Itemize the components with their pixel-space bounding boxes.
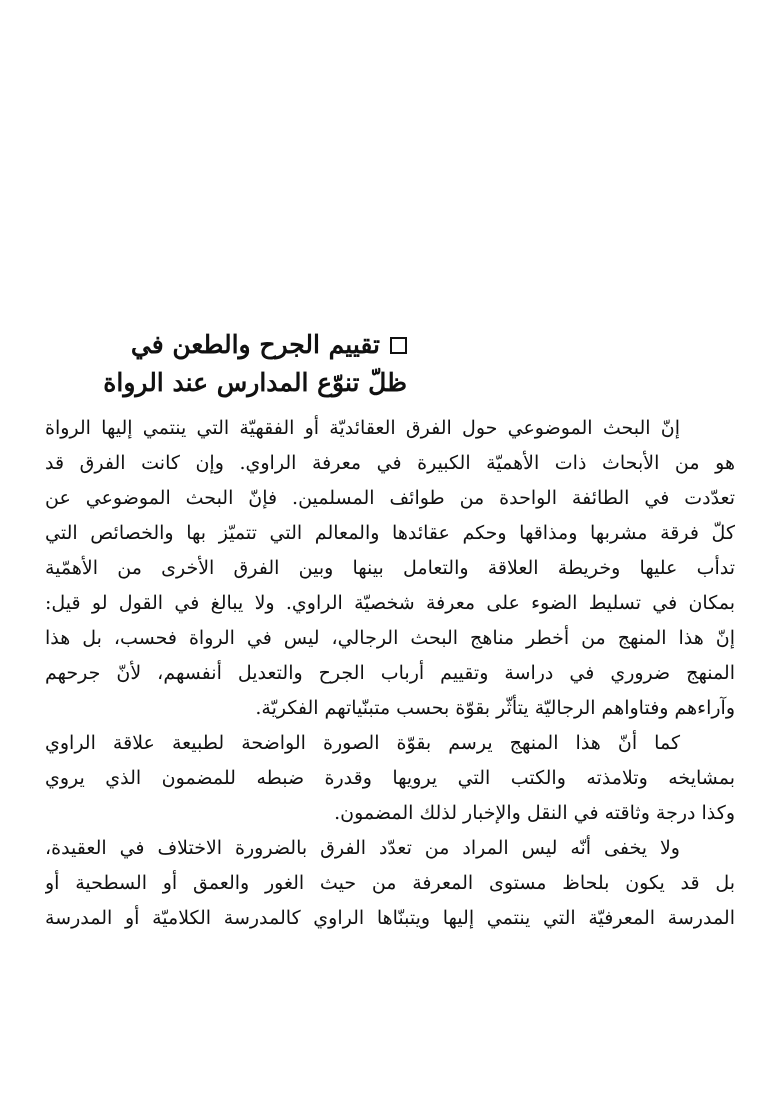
text-line: تدأب عليها وخريطة العلاقة والتعامل بينها وبين الفرق الأخرى من الأهمّية — [45, 557, 735, 579]
text-line: ولا يخفى أنّه ليس المراد من تعدّد الفرق بالضرورة الاختلاف في العقيدة، — [45, 837, 680, 859]
heading-text-1: تقييم الجرح والطعن في — [130, 330, 380, 359]
text-line: هو من الأبحاث ذات الأهميّة الكبيرة في معرفة الراوي. وإن كانت الفرق قد — [45, 452, 735, 474]
text-line: بمشايخه وتلامذته والكتب التي يرويها وقدرة ضبطه للمضمون الذي يروي — [45, 767, 735, 789]
paragraph-2 — [45, 726, 735, 831]
square-bullet-icon — [390, 337, 407, 354]
paragraph-1 — [45, 411, 735, 726]
heading-text-2: ظلّ تنوّع المدارس عند الرواة — [103, 368, 407, 397]
text-line: تعدّدت في الطائفة الواحدة من طوائف المسلمين. فإنّ البحث الموضوعي عن — [45, 487, 735, 509]
text-line: كلّ فرقة مشربها ومذاقها وحكم عقائدها والمعالم التي تتميّز بها والخصائص التي — [45, 522, 735, 544]
text-line: كما أنّ هذا المنهج يرسم بقوّة الصورة الواضحة لطبيعة علاقة الراوي — [45, 732, 680, 754]
paragraph-3 — [45, 831, 735, 936]
text-line: وكذا درجة وثاقته في النقل والإخبار لذلك المضمون. — [334, 802, 735, 824]
text-line: بل قد يكون بلحاظ مستوى المعرفة من حيث الغور والعمق أو السطحية أو — [45, 872, 735, 894]
text-line: إنّ هذا المنهج من أخطر مناهج البحث الرجالي، ليس في الرواة فحسب، بل هذا — [45, 627, 735, 649]
text-line: وآراءهم وفتاواهم الرجاليّة يتأثّر بقوّة بحسب متبنّياتهم الفكريّة. — [255, 697, 735, 719]
text-line: المنهج ضروري في دراسة وتقييم أرباب الجرح والتعديل أنفسهم، لأنّ جرحهم — [45, 662, 735, 684]
section-heading-line-1 — [77, 326, 407, 364]
text-line: إنّ البحث الموضوعي حول الفرق العقائديّة أو الفقهيّة التي ينتمي إليها الرواة — [45, 417, 680, 439]
section-heading-line-2 — [77, 364, 407, 402]
text-line: المدرسة المعرفيّة التي ينتمي إليها ويتبنّاها الراوي كالمدرسة الكلاميّة أو المدرسة — [45, 907, 735, 929]
body-text — [45, 411, 735, 936]
section-heading — [77, 326, 407, 402]
text-line: بمكان في تسليط الضوء على معرفة شخصيّة الراوي. ولا يبالغ في القول لو قيل: — [45, 592, 735, 614]
